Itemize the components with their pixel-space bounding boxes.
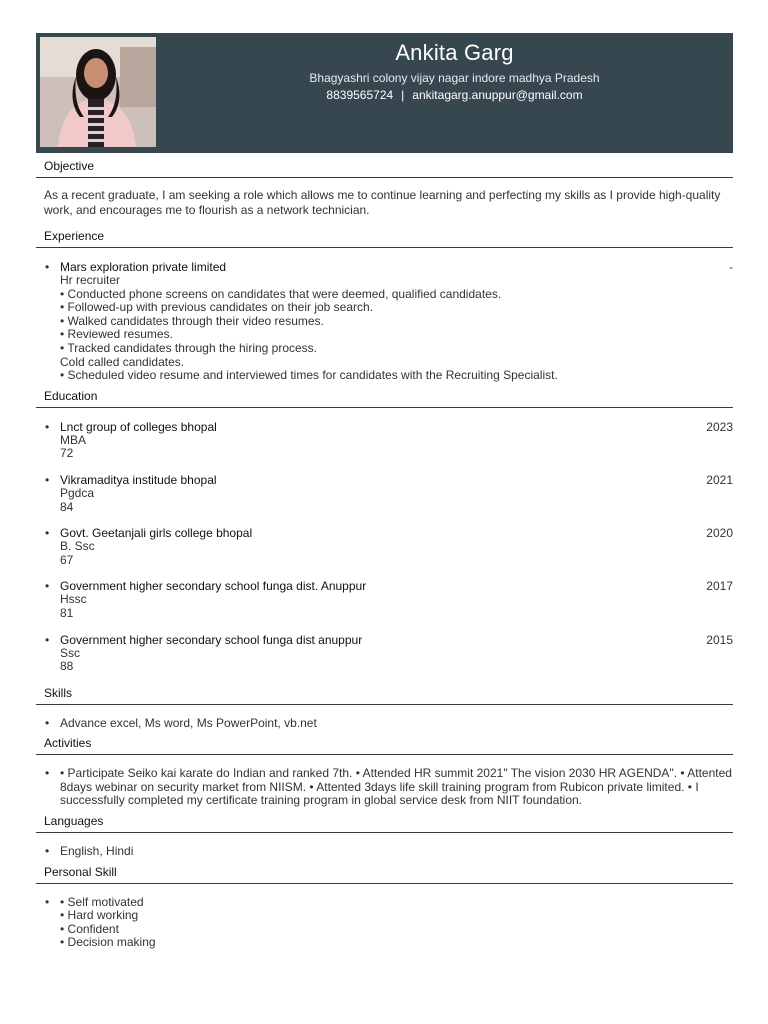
school-name: • Govt. Geetanjali girls college bhopal bbox=[60, 526, 253, 541]
experience-line: Hr recruiter bbox=[60, 273, 121, 287]
experience-item bbox=[36, 260, 733, 383]
contact-line bbox=[176, 87, 733, 103]
school-name: • Lnct group of colleges bhopal bbox=[60, 419, 217, 434]
experience-line: • Tracked candidates through the hiring process. bbox=[60, 340, 318, 355]
education-item bbox=[36, 420, 733, 461]
experience-line: Cold called candidates. bbox=[60, 354, 185, 369]
experience-line: • Followed-up with previous candidates on their job search. bbox=[60, 300, 374, 315]
email-address: ankitagarg.anuppur@gmail.com bbox=[412, 88, 583, 102]
education-degree: MBA bbox=[60, 432, 87, 447]
education-item bbox=[36, 633, 733, 674]
education-degree: Hssc bbox=[60, 592, 87, 607]
skills-list bbox=[36, 705, 733, 731]
education-year: 2021 bbox=[706, 472, 733, 487]
education-year: 2017 bbox=[706, 579, 733, 594]
experience-line: • Reviewed resumes. bbox=[60, 327, 173, 342]
experience-date: - bbox=[729, 260, 733, 274]
personal-skill-list bbox=[36, 884, 733, 950]
candidate-name: Ankita Garg bbox=[395, 40, 514, 65]
activity-item: • • Participate Seiko kai karate do Indian and ranked 7th. • Attended HR summit 2021" The vision 2030 HR AGENDA". • Attented 8days webinar on security market from NIISM. • Attented 3days life skill training program from Rubicon private limited. • I successfully completed my certificate training program in global service desk from NIIT foundation. bbox=[36, 767, 733, 808]
experience-line: • Conducted phone screens on candidates that were deemed, qualified candidates. bbox=[60, 286, 502, 301]
personal-skill-line: • Confident bbox=[60, 921, 119, 936]
objective-text: As a recent graduate, I am seeking a role which allows me to continue learning and perfecting my skills as I provide high-quality work, and encourages me to flourish as a network technician. bbox=[44, 188, 721, 217]
education-degree: B. Ssc bbox=[60, 539, 95, 554]
profile-photo-illustration bbox=[40, 37, 156, 147]
education-degree: Pgdca bbox=[60, 485, 95, 500]
school-name: • Government higher secondary school funga dist. Anuppur bbox=[60, 579, 367, 594]
phone-number: 8839565724 bbox=[326, 88, 394, 102]
section-heading-languages: Languages bbox=[36, 814, 733, 833]
section-heading-activities: Activities bbox=[36, 736, 733, 755]
school-name: • Vikramaditya institude bhopal bbox=[60, 472, 217, 487]
profile-photo bbox=[40, 37, 156, 147]
languages-list bbox=[36, 833, 733, 859]
section-heading-personal-skill: Personal Skill bbox=[36, 865, 733, 884]
company-name: • Mars exploration private limited bbox=[60, 260, 227, 274]
education-year: 2023 bbox=[706, 419, 733, 434]
education-score: 84 bbox=[60, 499, 74, 514]
personal-skill-item bbox=[36, 896, 733, 950]
education-degree: Ssc bbox=[60, 645, 81, 660]
header-text bbox=[176, 39, 733, 103]
experience-line: • Scheduled video resume and interviewed times for candidates with the Recruiting Specialist. bbox=[60, 368, 558, 383]
resume-page bbox=[36, 33, 733, 950]
skill-item: • Advance excel, Ms word, Ms PowerPoint, vb.net bbox=[36, 717, 733, 731]
personal-skill-line: • Decision making bbox=[60, 935, 156, 950]
personal-skill-line: • • Self motivated bbox=[60, 894, 144, 909]
education-score: 72 bbox=[60, 446, 74, 461]
experience-list bbox=[36, 248, 733, 383]
education-item bbox=[36, 579, 733, 620]
section-heading-education: Education bbox=[36, 389, 733, 408]
education-list bbox=[36, 408, 733, 674]
experience-line: • Walked candidates through their video resumes. bbox=[60, 313, 324, 328]
section-heading-objective: Objective bbox=[36, 159, 733, 178]
activities-list bbox=[36, 755, 733, 808]
personal-skill-line: • Hard working bbox=[60, 908, 139, 923]
education-score: 67 bbox=[60, 552, 74, 567]
section-heading-skills: Skills bbox=[36, 686, 733, 705]
education-score: 88 bbox=[60, 659, 74, 674]
resume-header bbox=[36, 33, 733, 153]
education-item bbox=[36, 473, 733, 514]
school-name: • Government higher secondary school funga dist anuppur bbox=[60, 632, 363, 647]
candidate-address: Bhagyashri colony vijay nagar indore madhya Pradesh bbox=[309, 71, 600, 85]
section-heading-experience: Experience bbox=[36, 229, 733, 248]
contact-separator: | bbox=[401, 88, 405, 102]
education-item bbox=[36, 526, 733, 567]
education-score: 81 bbox=[60, 605, 74, 620]
language-item: • English, Hindi bbox=[36, 845, 733, 859]
education-year: 2020 bbox=[706, 526, 733, 541]
education-year: 2015 bbox=[706, 632, 733, 647]
